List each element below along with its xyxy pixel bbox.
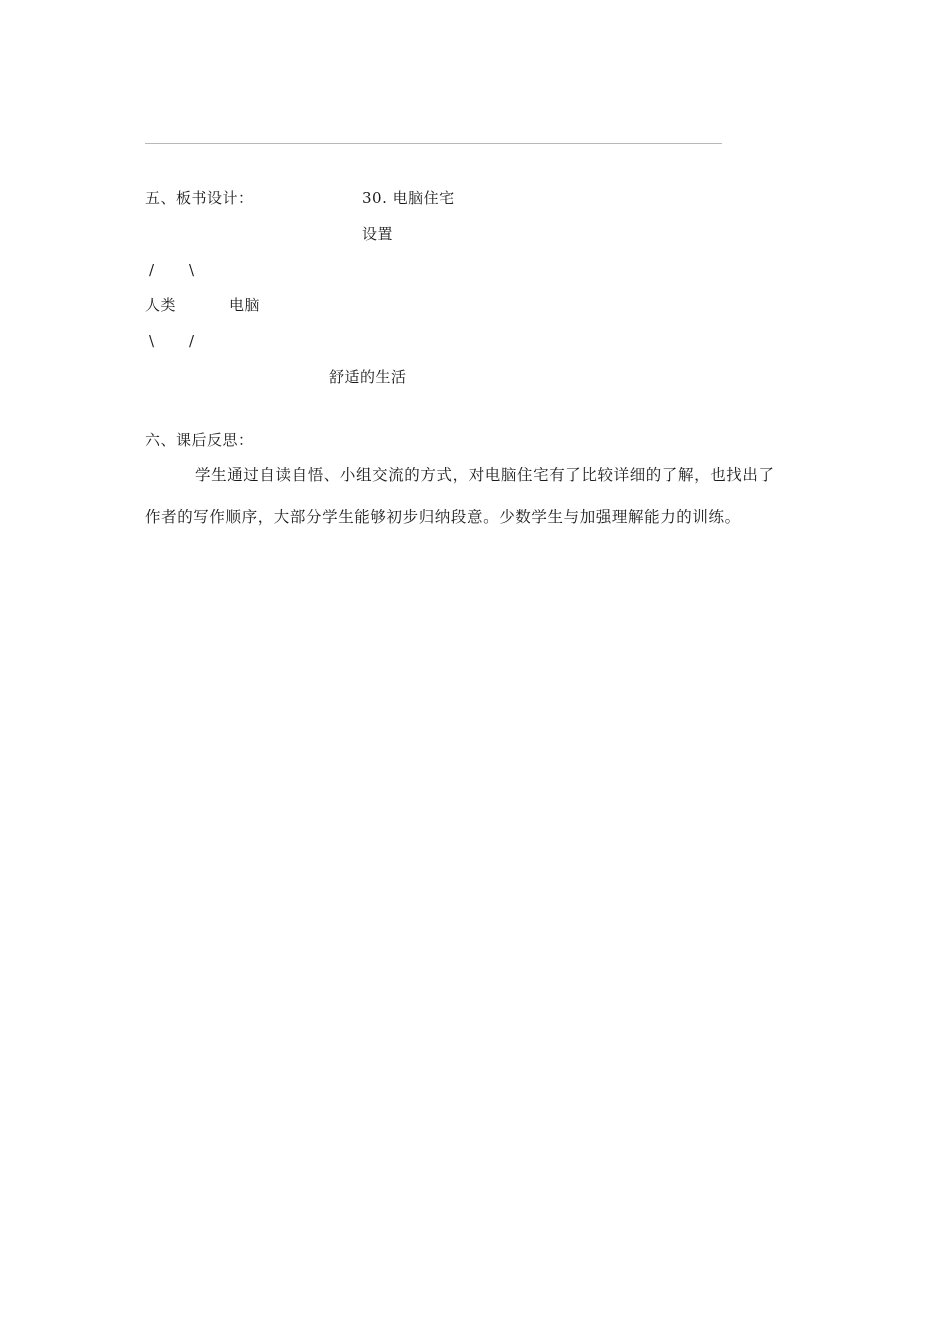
header-rule bbox=[145, 143, 722, 144]
board-slash-right-bottom: / bbox=[189, 332, 195, 350]
board-right-node: 电脑 bbox=[229, 296, 261, 314]
reflection-line-2: 作者的写作顺序，大部分学生能够初步归纳段意。少数学生与加强理解能力的训练。 bbox=[145, 508, 741, 526]
section5-heading: 五、板书设计： bbox=[145, 189, 254, 207]
section6-heading: 六、课后反思： bbox=[145, 431, 254, 449]
reflection-line-1: 学生通过自读自悟、小组交流的方式，对电脑住宅有了比较详细的了解，也找出了 bbox=[195, 466, 775, 484]
board-slash-right-top: \ bbox=[189, 261, 195, 279]
board-slash-left-bottom: \ bbox=[149, 332, 155, 350]
board-bottom-node: 舒适的生活 bbox=[329, 368, 407, 386]
board-title: 30. 电脑住宅 bbox=[362, 189, 455, 207]
board-slash-left-top: / bbox=[149, 261, 155, 279]
board-left-node: 人类 bbox=[145, 296, 177, 314]
board-top-node: 设置 bbox=[362, 225, 394, 243]
